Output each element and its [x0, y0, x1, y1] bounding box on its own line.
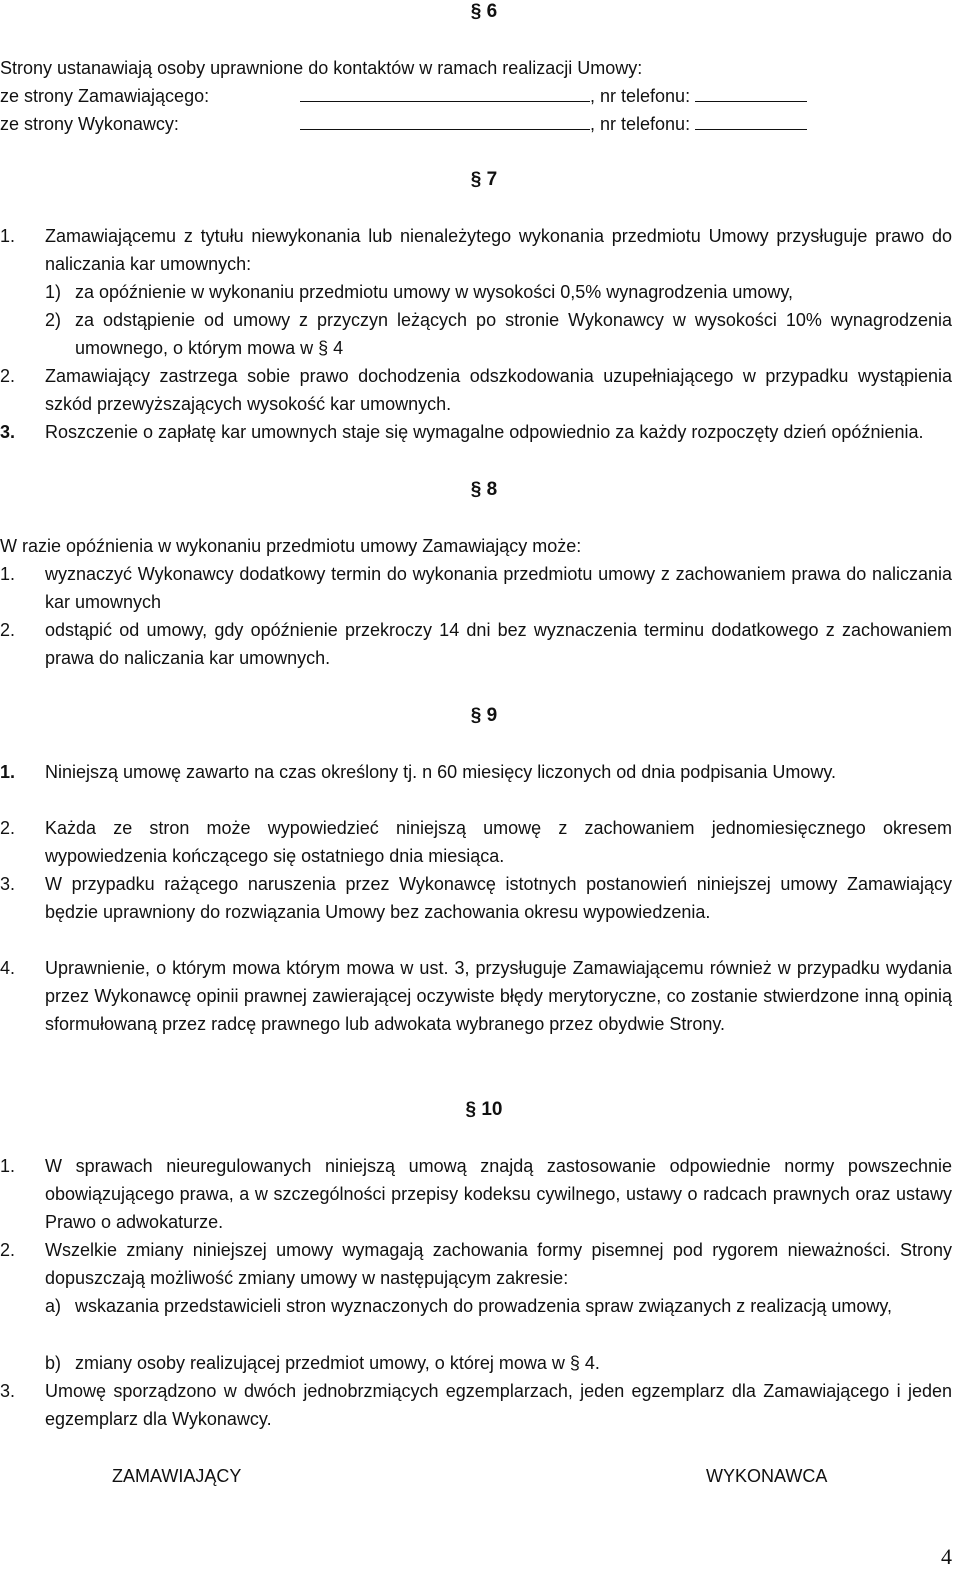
s6-row1-fields: [300, 82, 807, 110]
s8-p1-text: wyznaczyć Wykonawcy dodatkowy termin do wykonania przedmiotu umowy z zachowaniem prawa do naliczania kar umownych: [45, 564, 952, 612]
s9-p3-text: W przypadku rażącego naruszenia przez Wykonawcę istotnych postanowień niniejszej umowy Zamawiający będzie uprawniony do rozwiązania Umowy bez zachowania okresu wypowiedzenia.: [45, 874, 952, 922]
page-number: 4: [941, 1544, 952, 1569]
s10-p2-number: 2.: [0, 1240, 16, 1260]
signature-zamawiajacy: ZAMAWIAJĄCY: [112, 1466, 242, 1486]
s8-p2-text: odstąpić od umowy, gdy opóźnienie przekroczy 14 dni bez wyznaczenia terminu dodatkowego z zachowaniem prawa do naliczania kar umownych.: [45, 620, 952, 668]
s8-p1-number: 1.: [0, 564, 16, 584]
s7-p1-number: 1.: [0, 226, 16, 246]
s7-p3-text: Roszczenie o zapłatę kar umownych staje się wymagalne odpowiednio za każdy rozpoczęty dzień opóźnienia.: [45, 422, 924, 442]
s8-intro: W razie opóźnienia w wykonaniu przedmiotu umowy Zamawiający może:: [0, 536, 582, 556]
s9-p4-text: Uprawnienie, o którym mowa którym mowa w ust. 3, przysługuje Zamawiającemu również w przypadku wydania przez Wykonawcę opinii prawnej zawierającej oczywiste błędy merytoryczne, co zostanie stwierdzone inną opinią sformułowaną przez radcę prawnego lub adwokata wybranego przez obydwie Strony.: [45, 958, 952, 1034]
s7-p1-text: Zamawiającemu z tytułu niewykonania lub nienależytego wykonania przedmiotu Umowy przysługuje prawo do naliczania kar umownych:: [45, 226, 952, 274]
s10-p3-text: Umowę sporządzono w dwóch jednobrzmiących egzemplarzach, jeden egzemplarz dla Zamawiającego i jeden egzemplarz dla Wykonawcy.: [45, 1381, 952, 1429]
phone-blank-zamawiajacy: [695, 83, 807, 102]
s10-p3-number: 3.: [0, 1381, 16, 1401]
s10-p2b-number: b): [45, 1353, 62, 1373]
s7-p3-number: 3.: [0, 422, 16, 442]
s6-row-wykonawca: [0, 110, 179, 138]
s7-p1a-text: za opóźnienie w wykonaniu przedmiotu umowy w wysokości 0,5% wynagrodzenia umowy,: [75, 282, 794, 302]
s7-p2-number: 2.: [0, 366, 16, 386]
section-10-heading: § 10: [465, 1099, 503, 1120]
s7-p1a-number: 1): [45, 282, 62, 302]
s9-p1-text: Niniejszą umowę zawarto na czas określony tj. n 60 miesięcy liczonych od dnia podpisania Umowy.: [45, 762, 837, 782]
s6-row1-label: ze strony Zamawiającego:: [0, 86, 210, 106]
s6-row2-phone-label: , nr telefonu:: [590, 114, 691, 134]
s10-p1-number: 1.: [0, 1156, 16, 1176]
s6-intro: Strony ustanawiają osoby uprawnione do kontaktów w ramach realizacji Umowy:: [0, 58, 643, 78]
section-8-heading: § 8: [470, 479, 498, 500]
section-9-heading: § 9: [470, 705, 498, 726]
s9-p1-number: 1.: [0, 762, 16, 782]
s8-p2-number: 2.: [0, 620, 16, 640]
s10-p2a-text: wskazania przedstawicieli stron wyznaczonych do prowadzenia spraw związanych z realizacją umowy,: [75, 1296, 893, 1316]
s6-row1-phone-label: , nr telefonu:: [590, 86, 691, 106]
section-6-heading: § 6: [470, 1, 498, 22]
name-blank-zamawiajacy: [300, 83, 590, 102]
section-7-heading: § 7: [470, 169, 498, 190]
s7-p1b-text: za odstąpienie od umowy z przyczyn leżących po stronie Wykonawcy w wysokości 10% wynagrodzenia umownego, o którym mowa w § 4: [75, 310, 952, 358]
s6-row2-fields: [300, 110, 807, 138]
s7-p1b-number: 2): [45, 310, 62, 330]
s9-p2-number: 2.: [0, 818, 16, 838]
s9-p3-number: 3.: [0, 874, 16, 894]
name-blank-wykonawca: [300, 111, 590, 130]
s6-row-zamawiajacy: [0, 82, 209, 110]
s10-p2a-number: a): [45, 1296, 62, 1316]
s9-p4-number: 4.: [0, 958, 16, 978]
signature-wykonawca: WYKONAWCA: [706, 1466, 828, 1486]
s6-row2-label: ze strony Wykonawcy:: [0, 114, 179, 134]
s7-p2-text: Zamawiający zastrzega sobie prawo dochodzenia odszkodowania uzupełniającego w przypadku wystąpienia szkód przewyższających wysokość kar umownych.: [45, 366, 952, 414]
s10-p1-text: W sprawach nieuregulowanych niniejszą umową znajdą zastosowanie odpowiednie normy powszechnie obowiązującego prawa, a w szczególności przepisy kodeksu cywilnego, ustawy o radcach prawnych oraz ustawy Prawo o adwokaturze.: [45, 1156, 952, 1232]
phone-blank-wykonawca: [695, 111, 807, 130]
s9-p2-text: Każda ze stron może wypowiedzieć niniejszą umowę z zachowaniem jednomiesięcznego okresem wypowiedzenia kończącego się ostatniego dnia miesiąca.: [45, 818, 952, 866]
s10-p2-text: Wszelkie zmiany niniejszej umowy wymagają zachowania formy pisemnej pod rygorem nieważności. Strony dopuszczają możliwość zmiany umowy w następującym zakresie:: [45, 1240, 952, 1288]
s10-p2b-text: zmiany osoby realizującej przedmiot umowy, o której mowa w § 4.: [75, 1353, 600, 1373]
